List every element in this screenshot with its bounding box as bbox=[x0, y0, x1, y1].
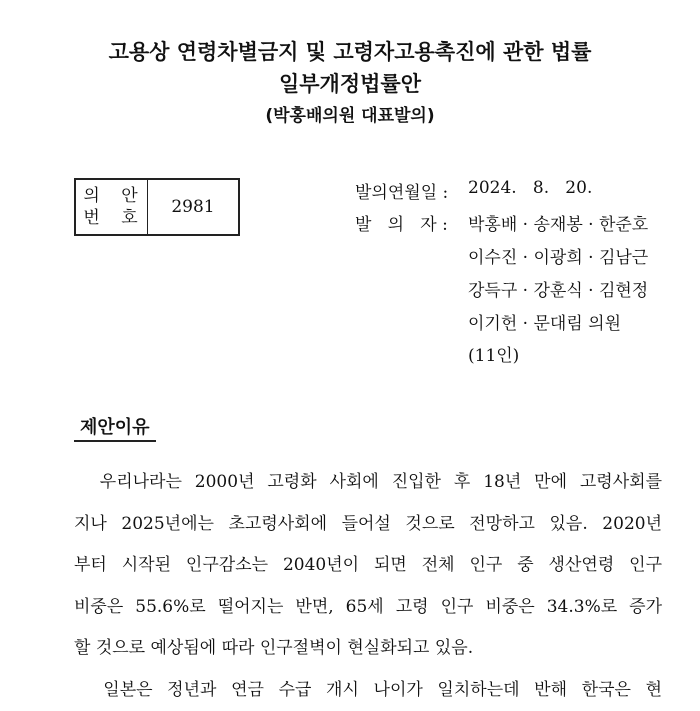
label-line-2: 번 호 bbox=[83, 207, 145, 229]
section-heading: 제안이유 bbox=[80, 413, 150, 439]
bill-sponsor: (박홍배의원 대표발의) bbox=[0, 101, 700, 126]
label-line-1: 의 안 bbox=[83, 185, 145, 207]
date-value: 2024. 8. 20. bbox=[468, 178, 592, 198]
section-underline bbox=[74, 440, 156, 442]
proposer-label: 발 의 자 : bbox=[355, 210, 448, 235]
bill-title: 고용상 연령차별금지 및 고령자고용촉진에 관한 법률 bbox=[0, 36, 700, 66]
bill-subtitle: 일부개정법률안 bbox=[0, 68, 700, 98]
bill-number-label bbox=[76, 180, 148, 234]
body-line: 할 것으로 예상됨에 따라 인구절벽이 현실화되고 있음. bbox=[74, 628, 662, 670]
body-line: 비중은 55.6%로 떨어지는 반면, 65세 고령 인구 비중은 34.3%로 증가 bbox=[74, 587, 662, 629]
body-line: 지나 2025년에는 초고령사회에 들어설 것으로 전망하고 있음. 2020년 bbox=[74, 504, 662, 546]
bill-number-value: 2981 bbox=[148, 180, 238, 234]
proposer-line: 강득구 · 강훈식 · 김현정 bbox=[468, 276, 648, 301]
proposer-count: (11인) bbox=[468, 341, 519, 366]
proposer-line: 이기헌 · 문대림 의원 bbox=[468, 309, 621, 334]
body-line: 부터 시작된 인구감소는 2040년이 되면 전체 인구 중 생산연령 인구 bbox=[74, 545, 662, 587]
body-line: 일본은 정년과 연금 수급 개시 나이가 일치하는데 반해 한국은 현 bbox=[74, 670, 662, 711]
proposer-line: 이수진 · 이광희 · 김남근 bbox=[468, 243, 648, 268]
proposer-line: 박홍배 · 송재봉 · 한준호 bbox=[468, 210, 648, 235]
section-body bbox=[74, 462, 662, 711]
bill-number-box bbox=[74, 178, 240, 236]
date-label: 발의연월일 : bbox=[355, 178, 448, 203]
body-line: 우리나라는 2000년 고령화 사회에 진입한 후 18년 만에 고령사회를 bbox=[74, 462, 662, 504]
